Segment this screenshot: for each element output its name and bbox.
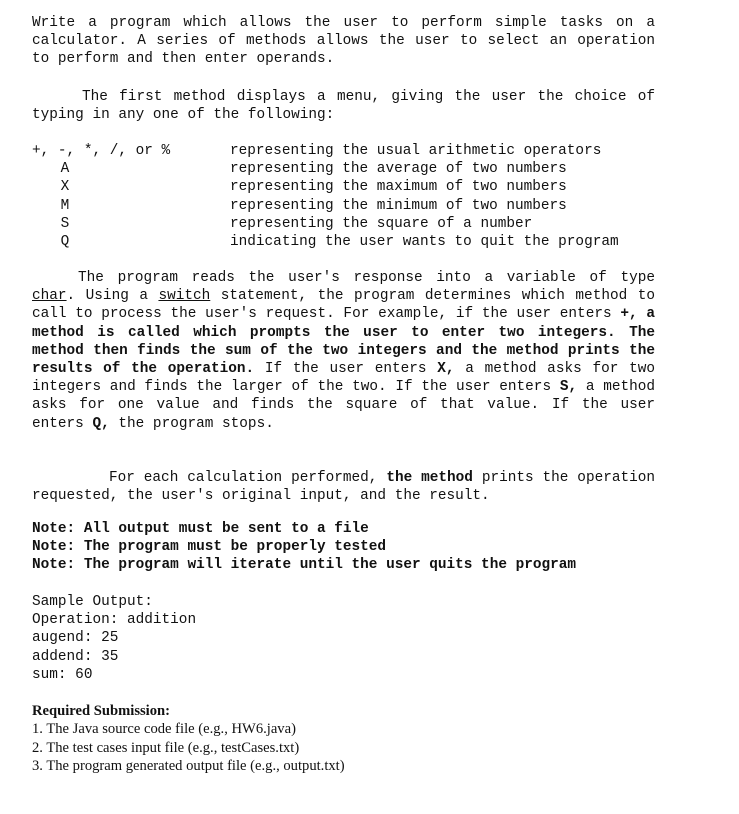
menu-options-list: [32, 142, 655, 251]
text-run: statement, the program determines which method to call to process the user's request. For example, if the user enters: [32, 288, 655, 323]
key-q: Q,: [92, 415, 110, 432]
text-run: . Using a: [66, 288, 148, 305]
intro-paragraph: Write a program which allows the user to perform simple tasks on a calculator. A series of methods allows the user to select an operation to perform and then enter operands.: [32, 15, 655, 68]
text-run: The program reads the user's response into a variable of type: [78, 270, 655, 286]
menu-option: [32, 160, 655, 178]
menu-option: [32, 215, 655, 233]
text-run: prints the operation requested, the user's original input, and the result.: [32, 470, 656, 505]
sample-output-line: augend: 25: [32, 630, 119, 647]
menu-option-desc: representing the minimum of two numbers: [230, 197, 567, 214]
submission-item: 2. The test cases input file (e.g., testCases.txt): [32, 739, 300, 756]
submission-item: 3. The program generated output file (e.g., output.txt): [32, 757, 345, 774]
submission-heading: Required Submission:: [32, 703, 171, 719]
key-s: S,: [559, 379, 578, 396]
required-submission-section: [32, 702, 655, 775]
text-run: a method asks for two integers and finds the larger of the two. If the user enters: [32, 361, 655, 396]
menu-option-desc: representing the maximum of two numbers: [230, 179, 567, 196]
notes-list: [32, 520, 655, 575]
sample-output-line: Operation: addition: [32, 612, 197, 629]
sample-output-line: sum: 60: [32, 666, 93, 683]
char-keyword: char: [32, 288, 67, 305]
menu-option-desc: representing the average of two numbers: [230, 161, 567, 178]
menu-option-desc: indicating the user wants to quit the program: [230, 233, 619, 250]
menu-option-desc: representing the square of a number: [230, 215, 533, 232]
menu-option: [32, 197, 655, 215]
program-description-paragraph: [32, 269, 655, 433]
menu-option: [32, 233, 655, 251]
key-x: X,: [437, 361, 455, 378]
menu-option-key: +, -, *, /, or %: [32, 143, 171, 159]
sample-output-heading: Sample Output:: [32, 594, 153, 610]
bold-emphasis-text: a method is called which prompts the user to enter two integers. The method then finds the sum of the two integers and the method prints the results of the operation.: [32, 306, 655, 378]
menu-option-key: A: [60, 161, 70, 178]
menu-intro-paragraph: The first method displays a menu, giving the user the choice of typing in any one of the following:: [32, 89, 655, 124]
sample-output-line: addend: 35: [32, 648, 119, 665]
text-run: If the user enters: [264, 361, 427, 378]
menu-option: [32, 178, 655, 196]
note-item: Note: The program must be properly tested: [32, 539, 387, 556]
switch-keyword: switch: [158, 288, 211, 305]
output-requirements-paragraph: [32, 469, 655, 505]
note-item: Note: All output must be sent to a file: [32, 521, 369, 537]
key-plus: +,: [620, 306, 638, 323]
menu-option-desc: representing the usual arithmetic operators: [230, 143, 602, 159]
menu-option-key: S: [60, 215, 70, 232]
sample-output-block: [32, 593, 655, 684]
menu-option: [32, 142, 655, 160]
menu-option-key: M: [60, 197, 70, 214]
text-run: For each calculation performed,: [109, 470, 378, 486]
menu-option-key: X: [60, 179, 70, 196]
note-item: Note: The program will iterate until the user quits the program: [32, 557, 577, 574]
text-run: a method asks for one value and finds the square of that value. If the user enters: [32, 379, 656, 432]
text-run: the program stops.: [118, 415, 274, 432]
submission-item: 1. The Java source code file (e.g., HW6.java): [32, 721, 296, 738]
bold-emphasis-text: the method: [386, 470, 473, 486]
menu-option-key: Q: [60, 233, 70, 250]
